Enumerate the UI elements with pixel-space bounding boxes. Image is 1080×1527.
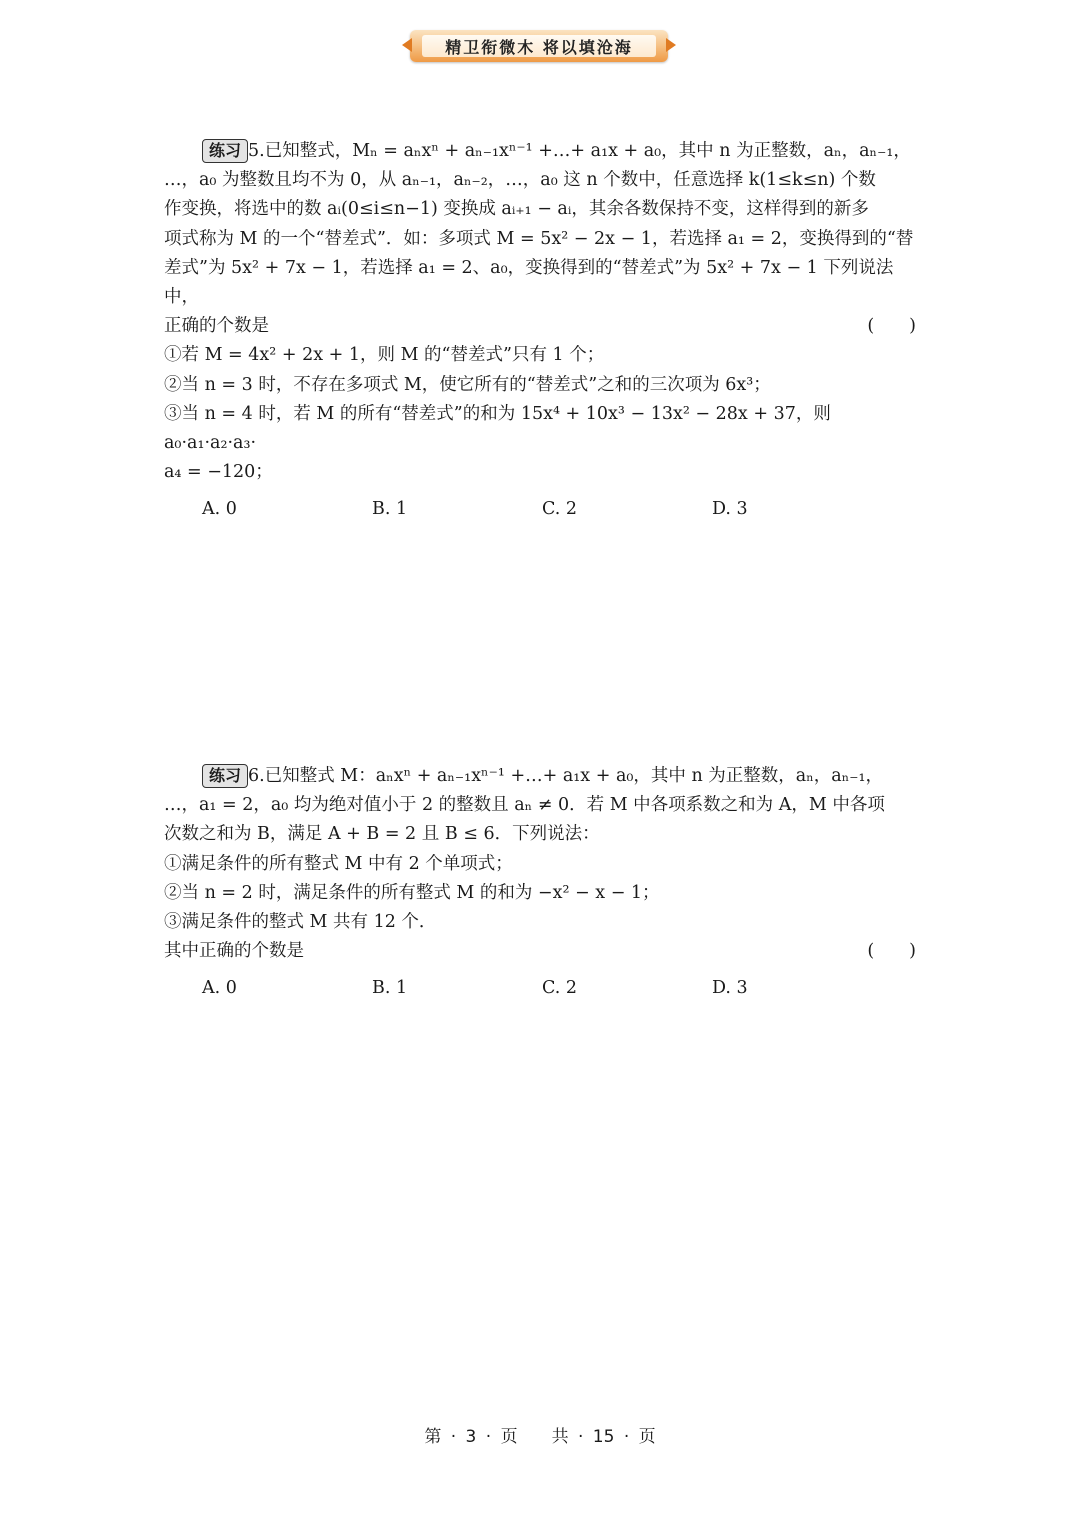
banner-title: 精卫衔微木 将以填沧海 [422, 35, 656, 57]
problem-text: 项式称为 M 的一个“替差式”．如：多项式 M = 5x² − 2x − 1，若选择 a₁ = 2，变换得到的“替 [164, 228, 914, 249]
problem-text: …，a₀ 为整数且均不为 0，从 aₙ₋₁，aₙ₋₂，…，a₀ 这 n 个数中，任意选择 k(1≤k≤n) 个数 [164, 170, 876, 191]
problem-6-line-1 [164, 762, 920, 791]
problem-text: 次数之和为 B，满足 A + B = 2 且 B ≤ 6．下列说法： [164, 824, 600, 845]
question-text: 其中正确的个数是 [164, 941, 304, 962]
answer-paren: ( ) [867, 316, 916, 337]
statement-1: ①满足条件的所有整式 M 中有 2 个单项式； [164, 853, 513, 874]
statement-3: ③当 n = 4 时，若 M 的所有“替差式”的和为 15x⁴ + 10x³ − 13x² − 28x + 37，则 a₀·a₁·a₂·a₃· [164, 403, 831, 454]
problem-text: …，a₁ = 2，a₀ 均为绝对值小于 2 的整数且 aₙ ≠ 0．若 M 中各项系数之和为 A，M 中各项 [164, 795, 885, 816]
problem-6 [164, 762, 920, 1004]
choices [164, 974, 920, 1003]
problem-text: 差式”为 5x² + 7x − 1，若选择 a₁ = 2、a₀，变换得到的“替差式”为 5x² + 7x − 1 下列说法中， [164, 257, 894, 308]
practice-tag: 练习 [202, 764, 248, 788]
problem-5 [164, 137, 920, 525]
choice-a: A. 0 [202, 978, 237, 999]
practice-tag: 练习 [202, 139, 248, 163]
problem-text: 已知整式，Mₙ = aₙxⁿ + aₙ₋₁xⁿ⁻¹ +…+ a₁x + a₀，其中 n 为正整数，aₙ，aₙ₋₁， [264, 141, 911, 161]
question-line [164, 312, 920, 341]
page-footer: 第 · 3 · 页 共 · 15 · 页 [424, 1427, 656, 1447]
choices [164, 495, 920, 524]
problem-number: 5. [248, 141, 265, 161]
problem-text: 已知整式 M：aₙxⁿ + aₙ₋₁xⁿ⁻¹ +…+ a₁x + a₀，其中 n 为正整数，aₙ，aₙ₋₁， [264, 766, 884, 786]
header-banner [410, 30, 668, 62]
statement-2: ②当 n = 2 时，满足条件的所有整式 M 的和为 −x² − x − 1； [164, 882, 660, 903]
answer-paren: ( ) [867, 941, 916, 962]
choice-b: B. 1 [372, 499, 408, 520]
problem-text: 作变换，将选中的数 aᵢ(0≤i≤n−1) 变换成 aᵢ₊₁ − aᵢ，其余各数保持不变，这样得到的新多 [164, 199, 869, 220]
problem-5-line-1 [164, 137, 920, 166]
statement-3-cont: a₄ = −120； [164, 462, 273, 483]
choice-c: C. 2 [542, 978, 578, 999]
problem-number: 6. [248, 766, 265, 786]
choice-d: D. 3 [712, 978, 748, 999]
question-line [164, 937, 920, 966]
statement-2: ②当 n = 3 时，不存在多项式 M，使它所有的“替差式”之和的三次项为 6x³； [164, 374, 771, 395]
statement-3: ③满足条件的整式 M 共有 12 个． [164, 912, 437, 933]
problem-text: 正确的个数是 [164, 316, 269, 337]
choice-b: B. 1 [372, 978, 408, 999]
statement-1: ①若 M = 4x² + 2x + 1，则 M 的“替差式”只有 1 个； [164, 345, 605, 366]
choice-a: A. 0 [202, 499, 237, 520]
choice-d: D. 3 [712, 499, 748, 520]
choice-c: C. 2 [542, 499, 578, 520]
